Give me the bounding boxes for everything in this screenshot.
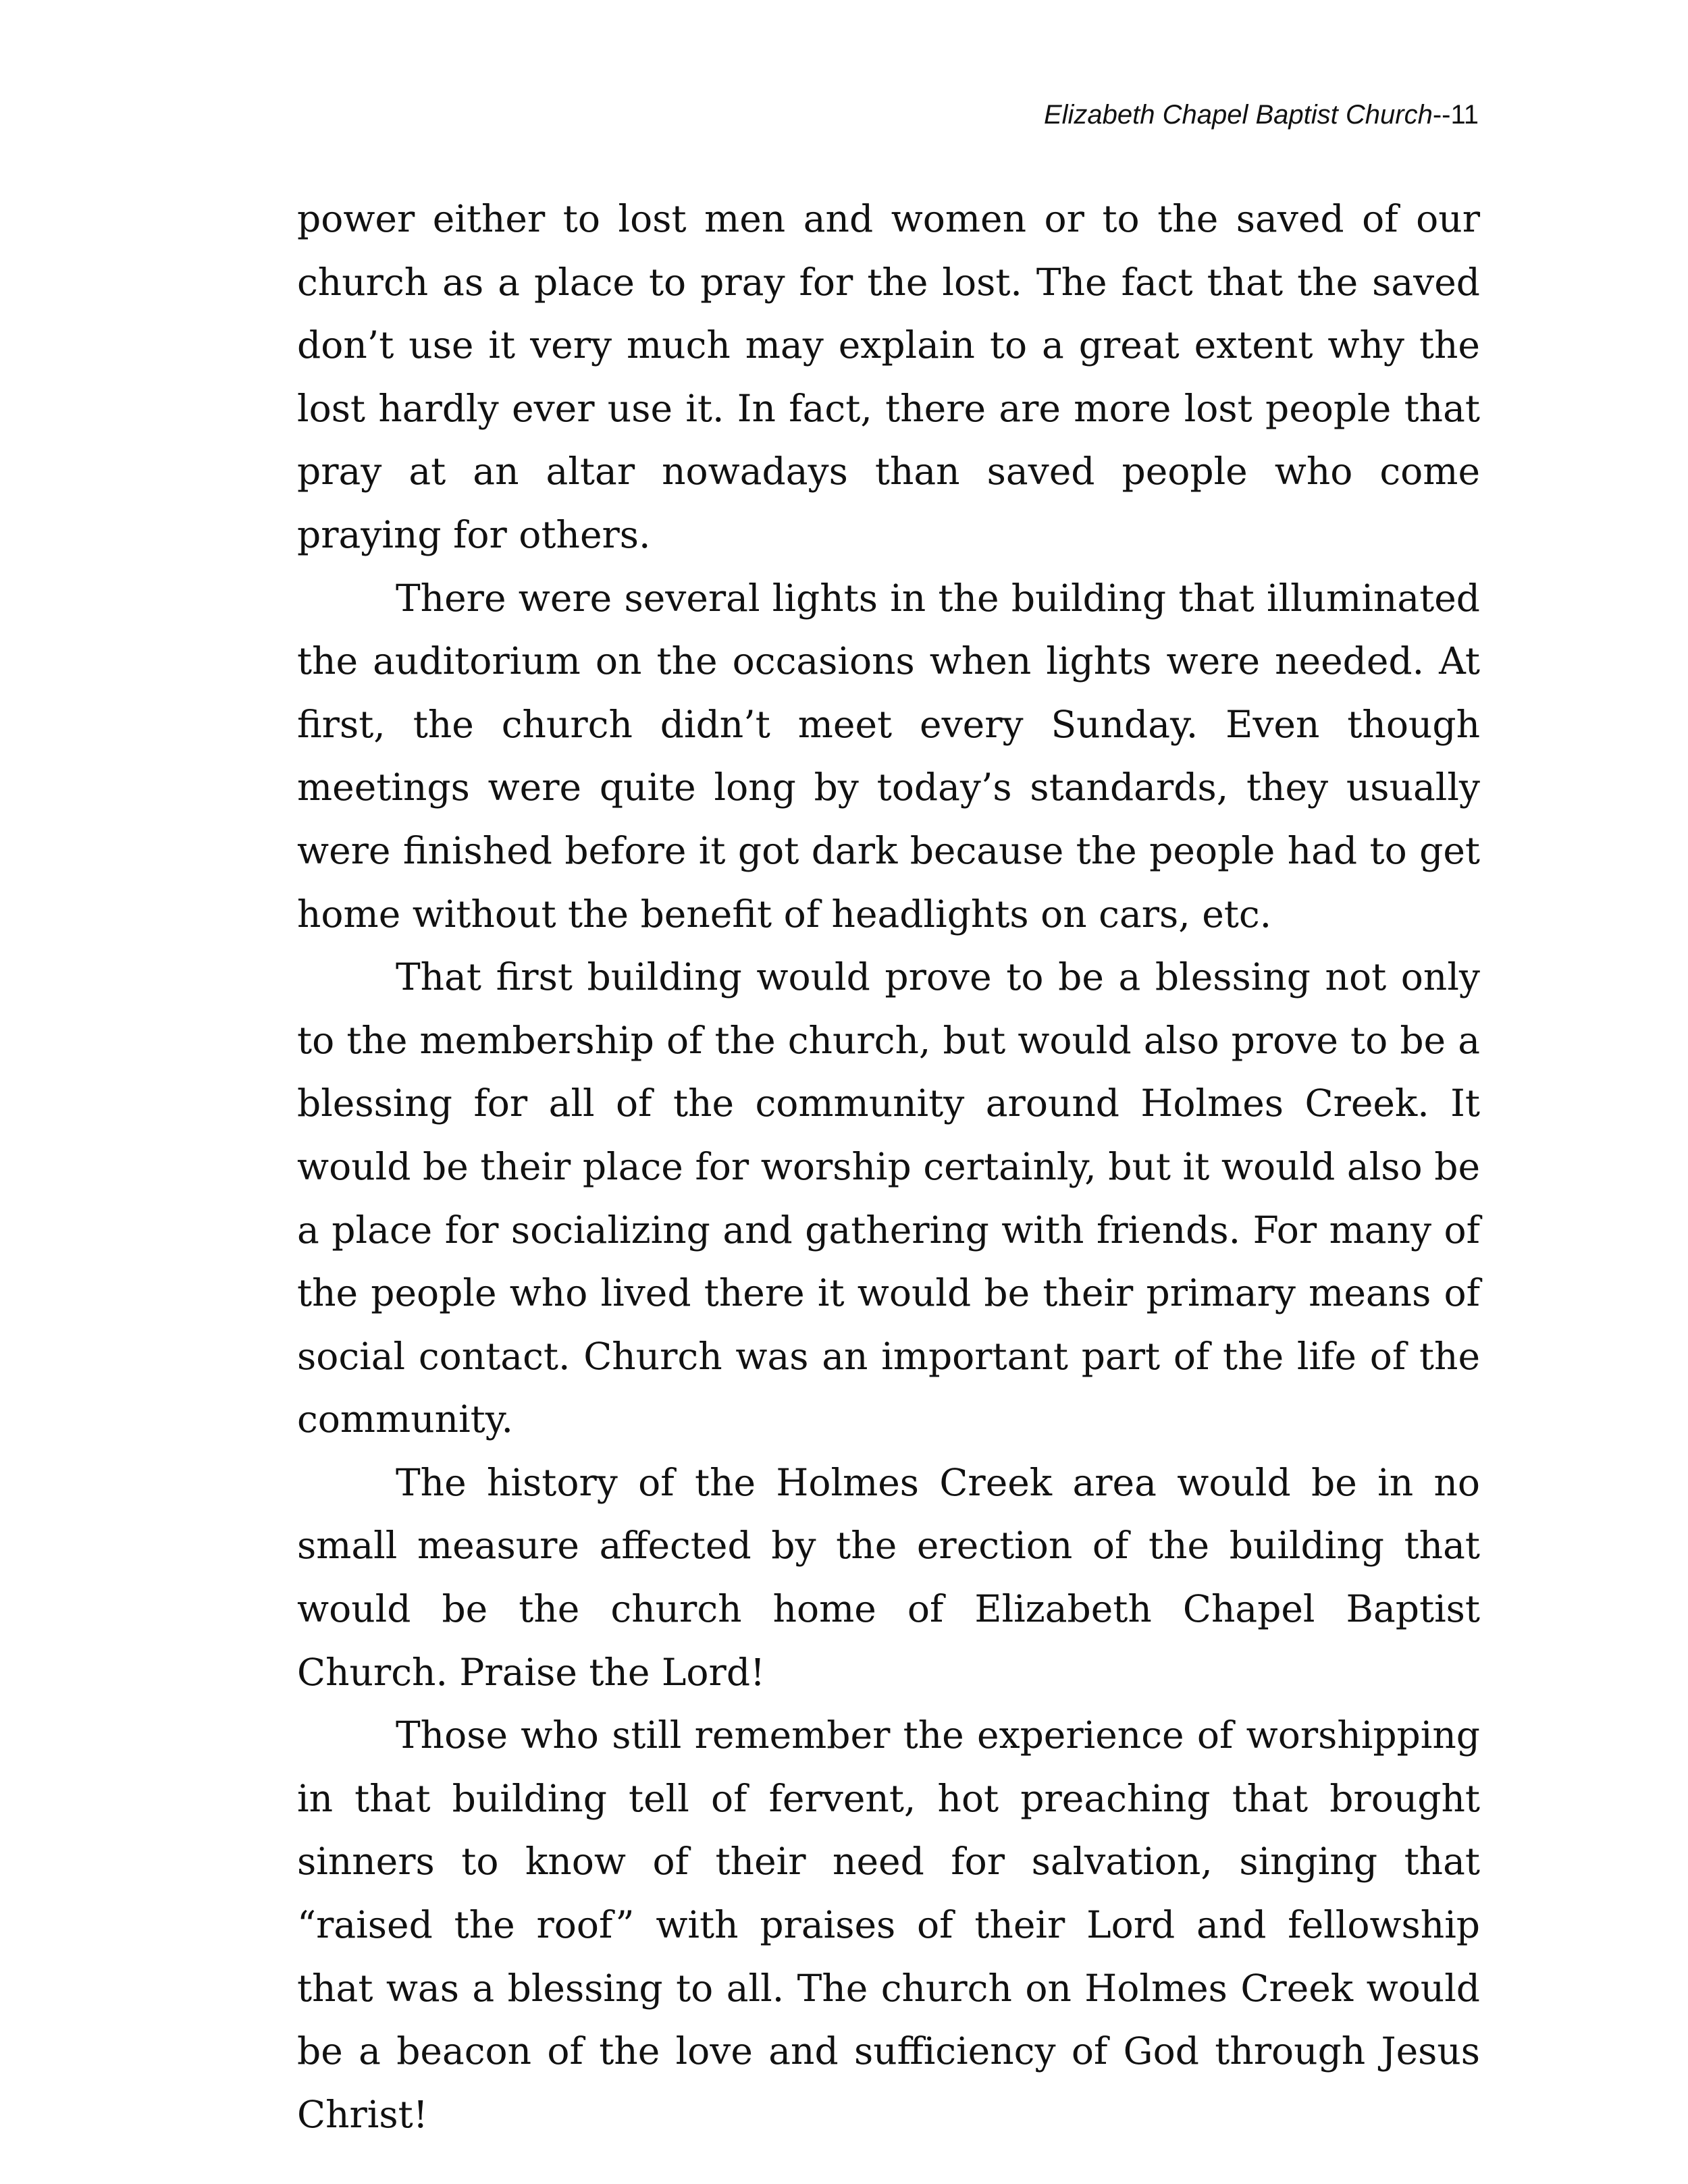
body-text (297, 188, 1480, 2146)
paragraph-history: The history of the Holmes Creek area would be in no small measure affected by the erection of the building that would be the church home of Elizabeth Chapel Baptist Church. Praise the Lord! (297, 1460, 1480, 1694)
paragraph-worship-memories: Those who still remember the experience of worshipping in that building tell of fervent, hot preaching that brought sinners to know of their need for salvation, singing that “raised the roof” with praises of their Lord and fellowship that was a blessing to all. The church on Holmes Creek would be a beacon of the love and sufficiency of God through Jesus Christ! (297, 1713, 1480, 2136)
running-header-title: Elizabeth Chapel Baptist Church (1043, 100, 1433, 130)
running-header (1044, 101, 1479, 128)
paragraph-first-building: That first building would prove to be a blessing not only to the membership of the church, but would also prove to be a blessing for all of the community around Holmes Creek. It would be their place for worship certainly, but it would also be a place for socializing and gathering with friends. For many of the people who lived there it would be their primary means of social contact. Church was an important part of the life of the community. (297, 955, 1480, 1441)
running-header-separator: -- (1432, 100, 1451, 130)
paragraph-lights: There were several lights in the building that illuminated the auditorium on the occasions when lights were needed. At first, the church didn’t meet every Sunday. Even though meetings were quite long by today’s standards, they usually were finished before it got dark because the people had to get home without the benefit of headlights on cars, etc. (297, 576, 1480, 936)
paragraph-continued: power either to lost men and women or to the saved of our church as a place to pray for the lost. The fact that the saved don’t use it very much may explain to a great extent why the lost hardly ever use it. In fact, there are more lost people that pray at an altar nowadays than saved people who come praying for others. (297, 197, 1480, 556)
page-number: 11 (1450, 100, 1479, 130)
